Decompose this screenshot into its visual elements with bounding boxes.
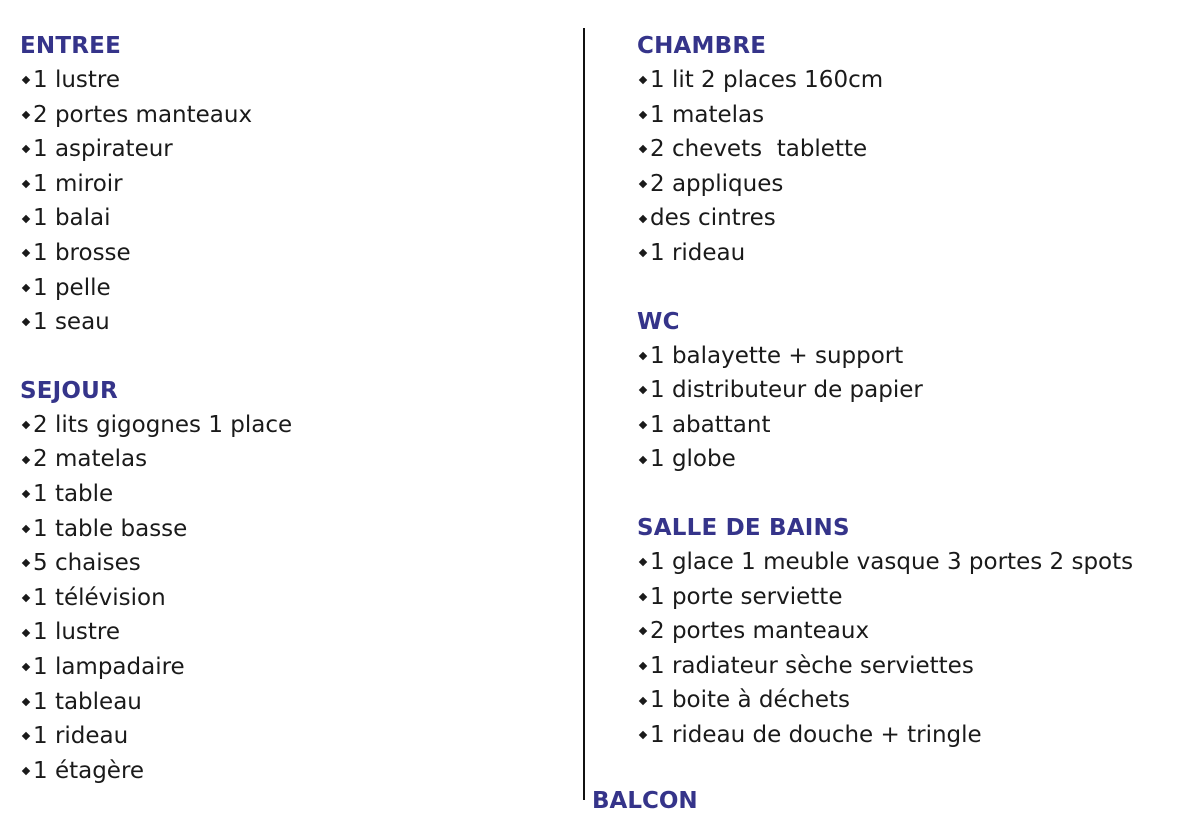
- diamond-bullet-icon: [22, 663, 30, 671]
- item-text: 1 balayette + support: [650, 342, 904, 369]
- list-item: [637, 167, 1197, 202]
- list-item: [20, 167, 570, 202]
- diamond-bullet-icon: [22, 490, 30, 498]
- diamond-bullet-icon: [639, 111, 647, 119]
- diamond-bullet-icon: [639, 731, 647, 739]
- item-list: [637, 545, 1197, 753]
- item-text: 2 appliques: [650, 170, 784, 197]
- list-item: [20, 236, 570, 271]
- item-text: 1 distributeur de papier: [650, 377, 923, 404]
- diamond-bullet-icon: [22, 111, 30, 119]
- section-salle-de-bains: [637, 511, 1197, 753]
- list-item: [20, 477, 570, 512]
- list-item: [637, 683, 1197, 718]
- list-item: [637, 63, 1197, 98]
- list-item: [637, 339, 1197, 374]
- section-title: CHAMBRE: [637, 33, 767, 59]
- item-list: [20, 63, 570, 340]
- list-item: [20, 512, 570, 547]
- list-item: [20, 442, 570, 477]
- item-text: 2 lits gigognes 1 place: [33, 411, 293, 438]
- list-item: [20, 408, 570, 443]
- list-item: [20, 201, 570, 236]
- item-text: 5 chaises: [33, 550, 141, 577]
- item-text: 1 télévision: [33, 584, 166, 611]
- item-text: 1 lampadaire: [33, 653, 185, 680]
- item-text: 1 étagère: [33, 757, 145, 784]
- diamond-bullet-icon: [22, 525, 30, 533]
- diamond-bullet-icon: [639, 627, 647, 635]
- list-item: [20, 615, 570, 650]
- diamond-bullet-icon: [639, 214, 647, 222]
- section-title: ENTREE: [20, 33, 121, 59]
- item-text: 2 matelas: [33, 446, 148, 473]
- left-column: [20, 29, 570, 788]
- item-text: 1 seau: [33, 309, 110, 336]
- diamond-bullet-icon: [639, 145, 647, 153]
- diamond-bullet-icon: [22, 318, 30, 326]
- column-divider: [583, 28, 585, 800]
- item-list: [637, 339, 1197, 477]
- diamond-bullet-icon: [22, 214, 30, 222]
- diamond-bullet-icon: [22, 145, 30, 153]
- diamond-bullet-icon: [22, 76, 30, 84]
- section-title: SEJOUR: [20, 377, 118, 404]
- item-text: 1 rideau: [650, 239, 746, 266]
- item-text: 1 lustre: [33, 619, 121, 646]
- item-text: 1 porte serviette: [650, 583, 843, 610]
- item-text: 1 tableau: [33, 688, 142, 715]
- diamond-bullet-icon: [22, 594, 30, 602]
- diamond-bullet-icon: [22, 421, 30, 429]
- diamond-bullet-icon: [22, 249, 30, 257]
- list-item: [20, 132, 570, 167]
- diamond-bullet-icon: [22, 284, 30, 292]
- diamond-bullet-icon: [22, 732, 30, 740]
- diamond-bullet-icon: [639, 455, 647, 463]
- diamond-bullet-icon: [639, 421, 647, 429]
- diamond-bullet-icon: [639, 249, 647, 257]
- item-text: 1 balai: [33, 205, 111, 232]
- list-item: [637, 545, 1197, 580]
- item-text: 1 pelle: [33, 274, 111, 301]
- list-item: [20, 98, 570, 133]
- item-text: 1 brosse: [33, 239, 131, 266]
- item-text: 1 table basse: [33, 515, 188, 542]
- diamond-bullet-icon: [639, 696, 647, 704]
- diamond-bullet-icon: [22, 698, 30, 706]
- list-item: [637, 442, 1197, 477]
- list-item: [637, 132, 1197, 167]
- diamond-bullet-icon: [22, 180, 30, 188]
- diamond-bullet-icon: [639, 593, 647, 601]
- list-item: [20, 685, 570, 720]
- section-wc: [637, 305, 1197, 477]
- list-item: [20, 271, 570, 306]
- list-item: [637, 201, 1197, 236]
- list-item: [20, 719, 570, 754]
- list-item: [637, 718, 1197, 753]
- list-item: [20, 650, 570, 685]
- list-item: [637, 614, 1197, 649]
- item-text: 1 aspirateur: [33, 136, 173, 163]
- list-item: [20, 546, 570, 581]
- item-text: 2 portes manteaux: [33, 101, 253, 128]
- item-text: 1 matelas: [650, 101, 765, 128]
- list-item: [637, 236, 1197, 271]
- item-text: 2 chevets tablette: [650, 136, 868, 163]
- item-list: [637, 63, 1197, 271]
- diamond-bullet-icon: [22, 767, 30, 775]
- section-entree: [20, 29, 570, 340]
- item-text: 1 rideau de douche + tringle: [650, 721, 982, 748]
- list-item: [637, 373, 1197, 408]
- diamond-bullet-icon: [22, 455, 30, 463]
- diamond-bullet-icon: [639, 386, 647, 394]
- right-column: [637, 29, 1197, 753]
- diamond-bullet-icon: [22, 559, 30, 567]
- diamond-bullet-icon: [639, 76, 647, 84]
- item-text: 1 table: [33, 480, 114, 507]
- item-text: 1 abattant: [650, 411, 771, 438]
- item-text: 1 boite à déchets: [650, 687, 851, 714]
- diamond-bullet-icon: [639, 558, 647, 566]
- diamond-bullet-icon: [639, 352, 647, 360]
- list-item: [20, 581, 570, 616]
- list-item: [20, 754, 570, 789]
- item-text: 1 lustre: [33, 67, 121, 93]
- section-title-cut-off: BALCON: [592, 788, 698, 814]
- list-item: [637, 649, 1197, 684]
- section-sejour: [20, 374, 570, 789]
- item-text: 2 portes manteaux: [650, 618, 870, 645]
- item-text: 1 radiateur sèche serviettes: [650, 652, 974, 679]
- diamond-bullet-icon: [22, 628, 30, 636]
- item-text: 1 glace 1 meuble vasque 3 portes 2 spots: [650, 548, 1134, 575]
- item-text: des cintres: [650, 205, 776, 232]
- item-text: 1 lit 2 places 160cm: [650, 67, 884, 93]
- list-item: [20, 305, 570, 340]
- item-text: 1 rideau: [33, 723, 129, 750]
- list-item: [20, 63, 570, 98]
- diamond-bullet-icon: [639, 662, 647, 670]
- section-chambre: [637, 29, 1197, 271]
- section-title: WC: [637, 308, 680, 335]
- section-title: SALLE DE BAINS: [637, 514, 850, 541]
- diamond-bullet-icon: [639, 180, 647, 188]
- list-item: [637, 580, 1197, 615]
- list-item: [637, 408, 1197, 443]
- item-text: 1 globe: [650, 446, 736, 473]
- list-item: [637, 98, 1197, 133]
- item-list: [20, 408, 570, 789]
- item-text: 1 miroir: [33, 170, 123, 197]
